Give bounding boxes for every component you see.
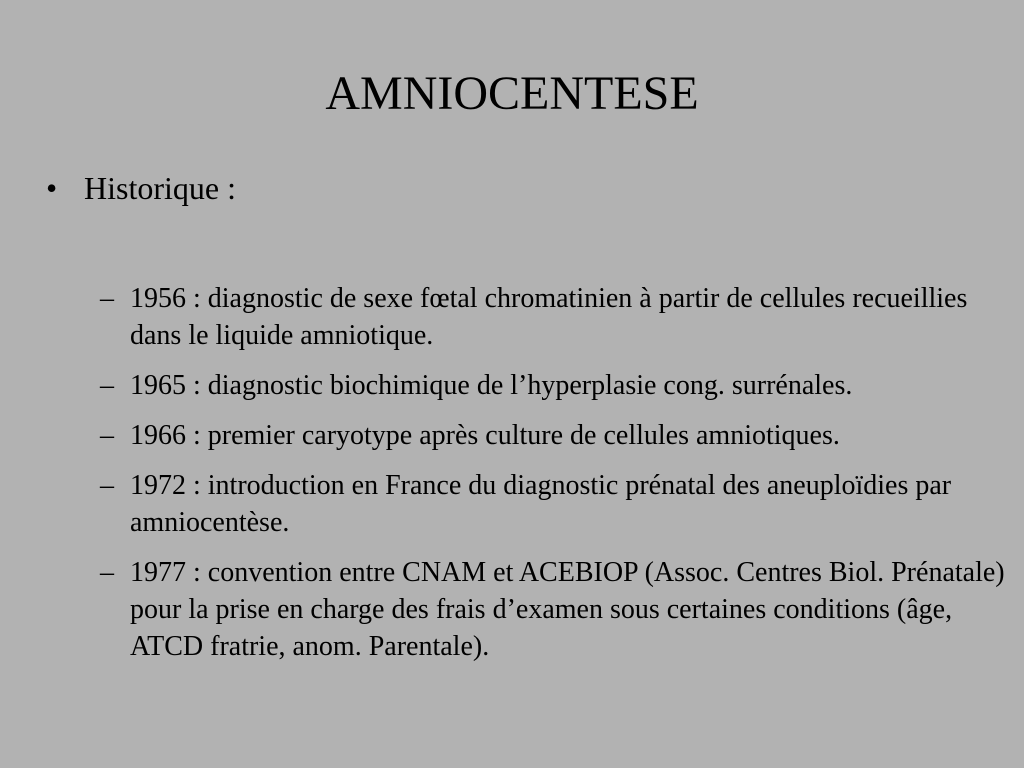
bullet-historique (46, 168, 236, 208)
history-item-text: 1977 : convention entre CNAM et ACEBIOP (Assoc. Centres Biol. Prénatale) pour la prise en charge des frais d’examen sous certaines conditions (âge, ATCD fratrie, anom. Parentale). (130, 557, 1005, 662)
history-item-text: 1966 : premier caryotype après culture de cellules amniotiques. (130, 420, 840, 451)
bullet-text: Historique : (84, 170, 236, 206)
history-item-1966 (100, 417, 1015, 454)
dash-marker: – (100, 470, 114, 501)
dash-marker: – (100, 557, 114, 588)
bullet-marker: • (46, 170, 58, 206)
history-item-1972 (100, 467, 1015, 541)
history-list (100, 280, 1015, 678)
history-item-text: 1956 : diagnostic de sexe fœtal chromatinien à partir de cellules recueillies dans le liquide amniotique. (130, 283, 968, 351)
slide-title: AMNIOCENTESE (325, 67, 699, 120)
history-item-1977 (100, 554, 1015, 665)
dash-marker: – (100, 283, 114, 314)
dash-marker: – (100, 370, 114, 401)
history-item-text: 1965 : diagnostic biochimique de l’hyperplasie cong. surrénales. (130, 370, 853, 401)
history-item-1956 (100, 280, 1015, 354)
history-item-1965 (100, 367, 1015, 404)
history-item-text: 1972 : introduction en France du diagnostic prénatal des aneuploïdies par amniocentèse. (130, 470, 952, 538)
dash-marker: – (100, 420, 114, 451)
